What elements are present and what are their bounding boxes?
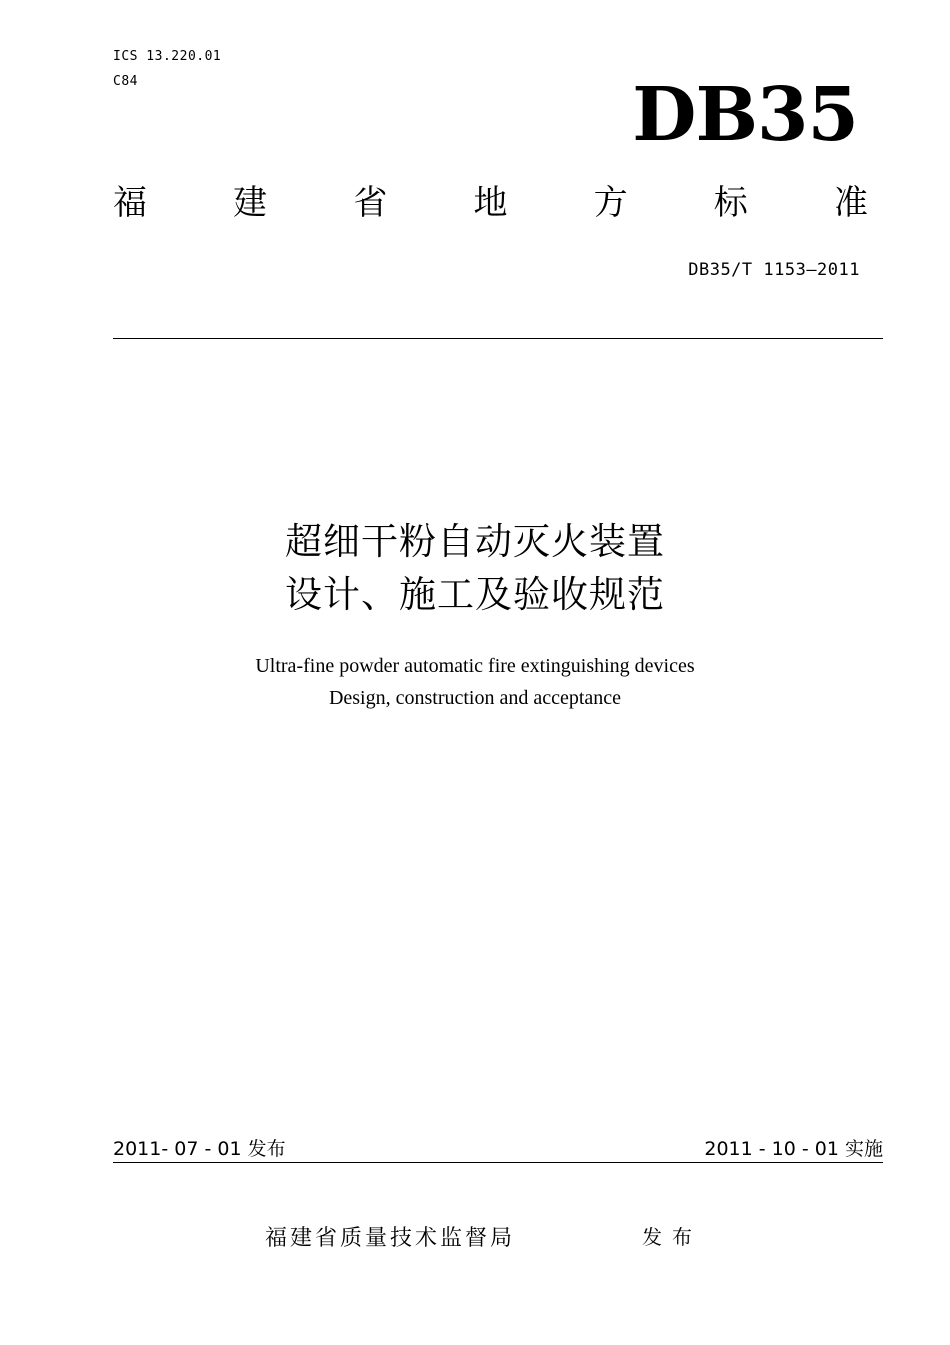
english-title-line-1: Ultra-fine powder automatic fire extinguishing devices xyxy=(255,655,695,677)
standard-type-heading xyxy=(113,183,868,223)
bottom-divider xyxy=(113,1162,883,1163)
standard-type-char: 地 xyxy=(473,183,508,223)
standard-type-char: 福 xyxy=(113,183,147,223)
issuing-authority: 福建省质量技术监督局 xyxy=(265,1226,516,1251)
ccs-code: C84 xyxy=(113,74,138,89)
standard-type-char: 准 xyxy=(833,183,868,223)
chinese-title-line-1: 超细干粉自动灭火装置 xyxy=(285,520,665,563)
standard-type-char: 标 xyxy=(713,183,748,223)
standard-type-char: 建 xyxy=(233,183,268,223)
standard-number: DB35/T 1153—2011 xyxy=(688,260,860,280)
top-divider xyxy=(113,338,883,339)
ics-code: ICS 13.220.01 xyxy=(113,49,222,64)
standard-type-char: 方 xyxy=(593,183,628,223)
standard-logo: DB35 xyxy=(632,72,858,158)
english-title-line-2: Design, construction and acceptance xyxy=(328,687,622,709)
standard-type-char: 省 xyxy=(353,183,388,223)
chinese-title-line-2: 设计、施工及验收规范 xyxy=(285,573,665,616)
issue-date: 2011- 07 - 01 发布 xyxy=(113,1138,286,1160)
implementation-date: 2011 - 10 - 01 实施 xyxy=(704,1138,883,1160)
issued-label: 发布 xyxy=(642,1225,702,1249)
